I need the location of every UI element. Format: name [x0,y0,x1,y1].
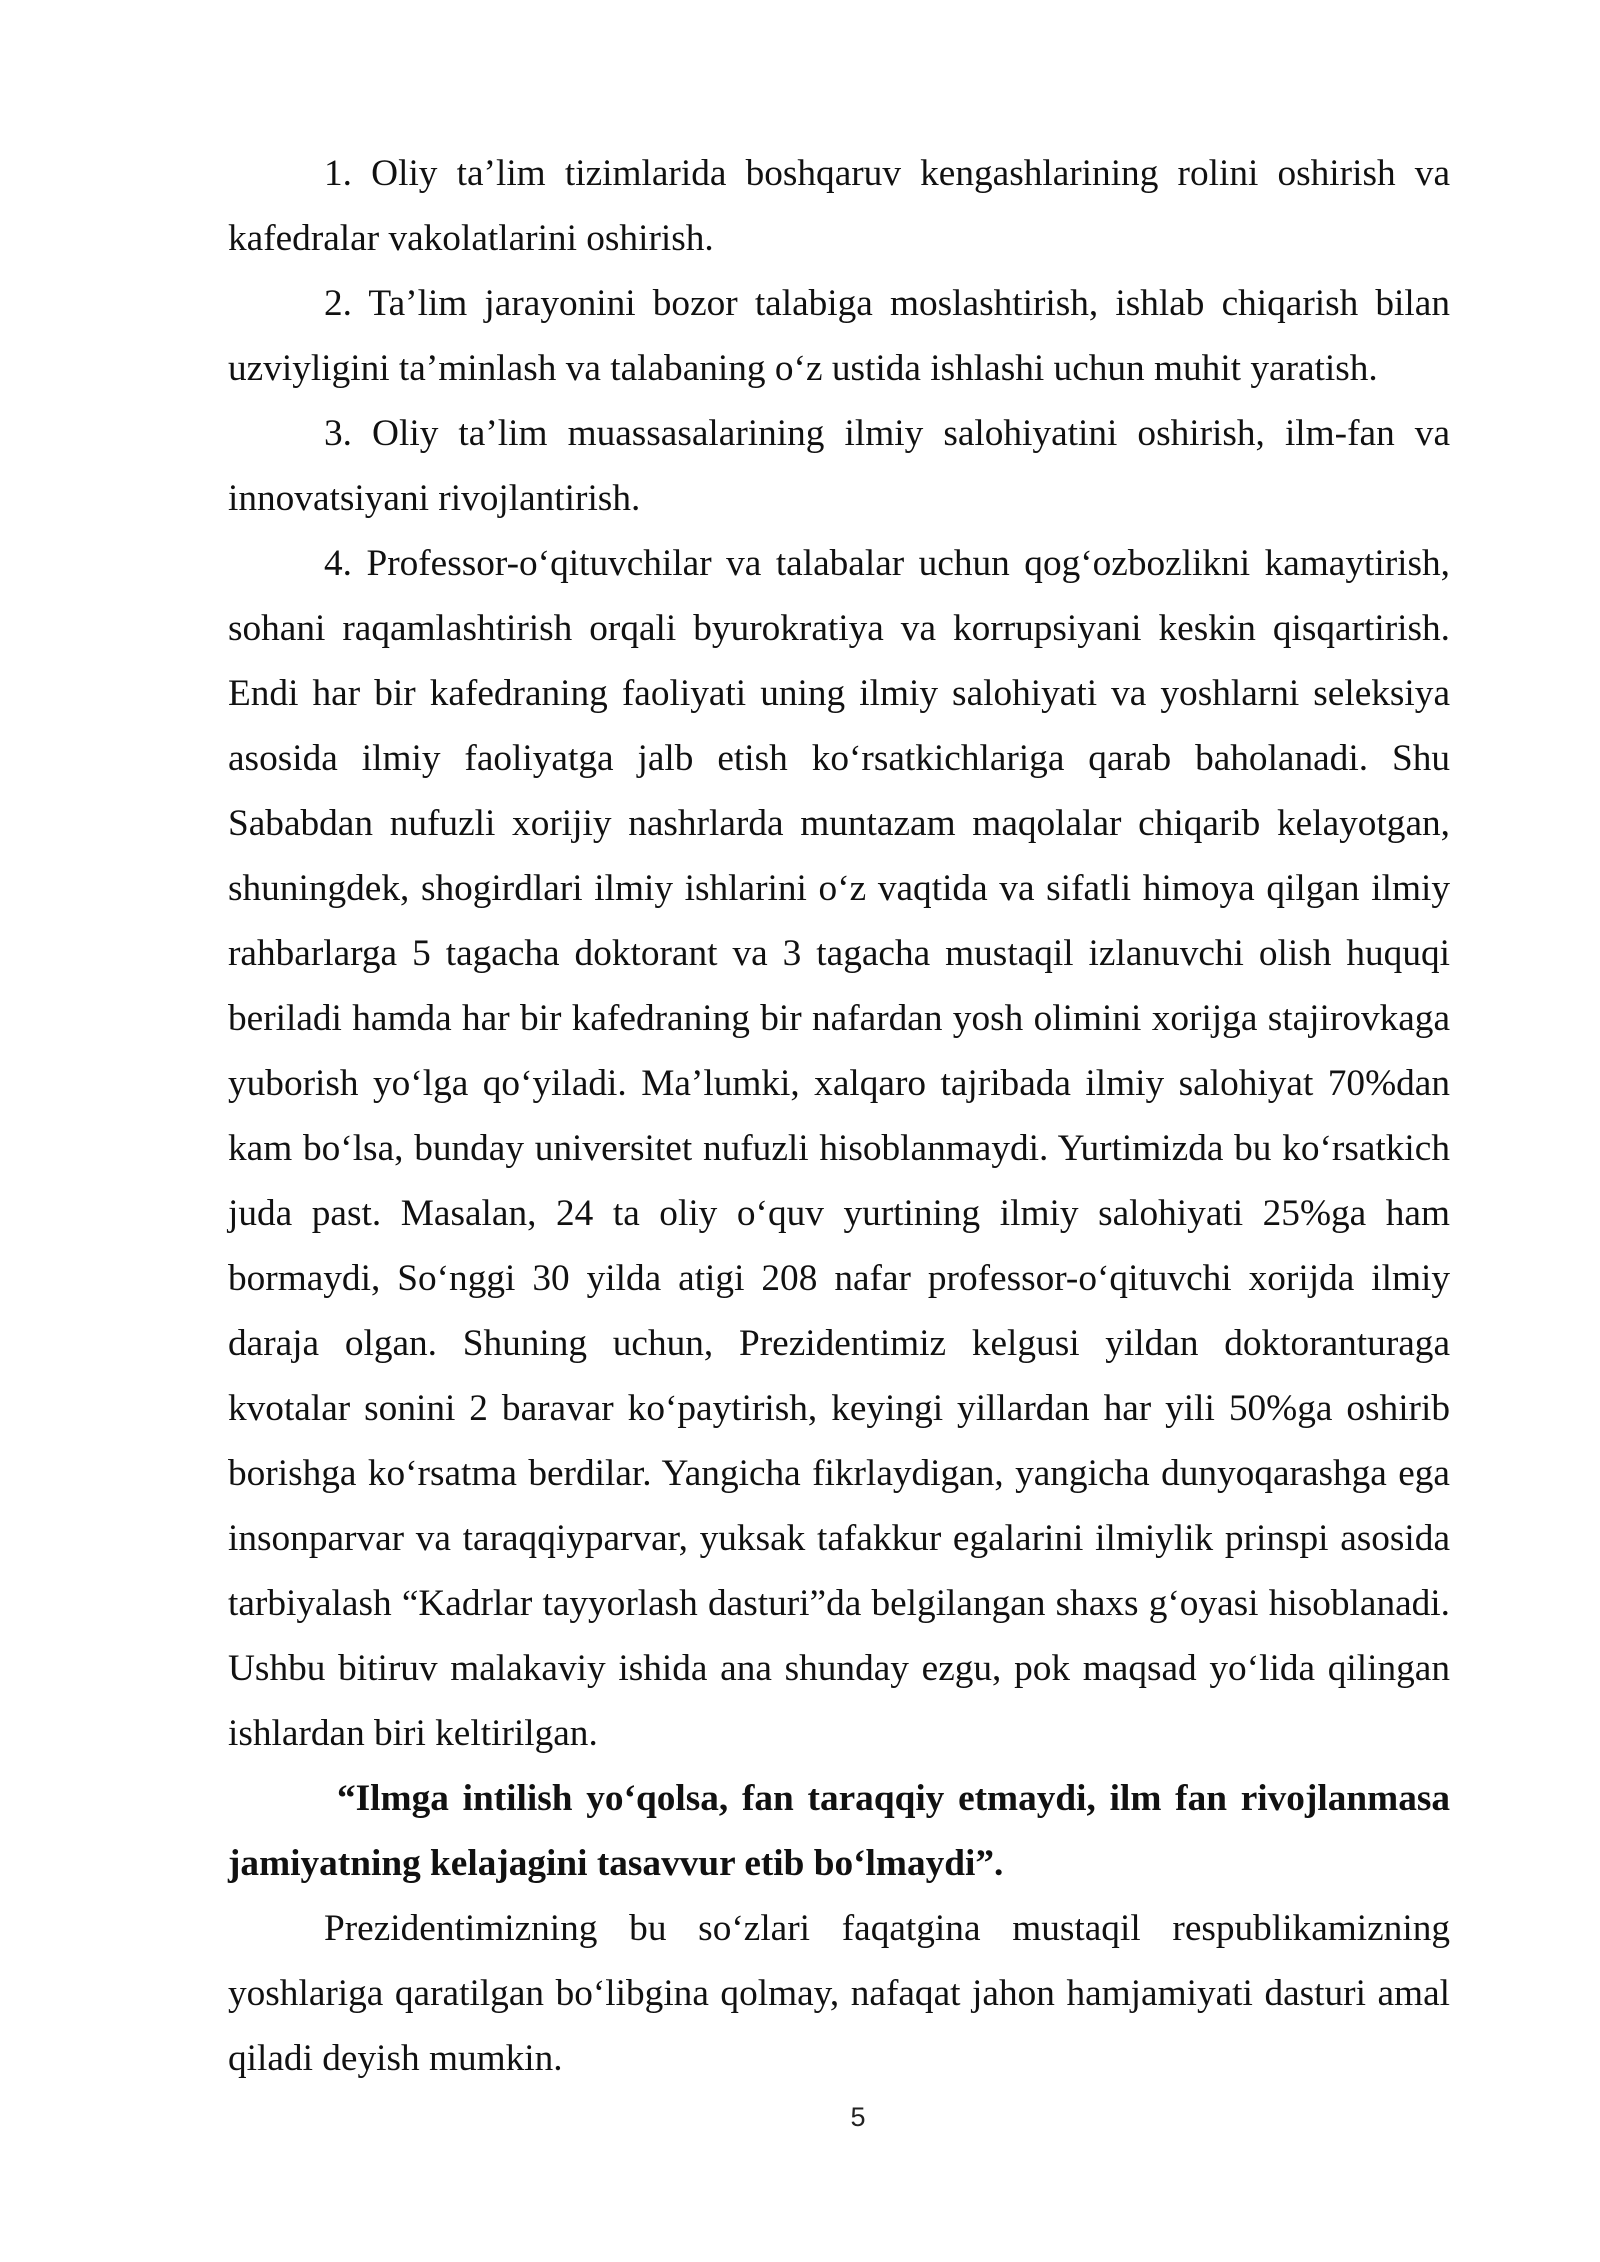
text-line: bormaydi, So‘nggi 30 yilda atigi 208 nafar professor-o‘qituvchi xorijda ilmiy [228,1258,1450,1299]
text-line: 2. Ta’lim jarayonini bozor talabiga moslashtirish, ishlab chiqarish bilan [324,283,1450,324]
paragraph [228,1896,1450,2091]
text-line: shuningdek, shogirdlari ilmiy ishlarini o‘z vaqtida va sifatli himoya qilgan ilmiy [228,868,1450,909]
text-line: ishlardan biri keltirilgan. [228,1713,598,1754]
text-line: Sababdan nufuzli xorijiy nashrlarda muntazam maqolalar chiqarib kelayotgan, [228,803,1450,844]
list-item-4 [228,531,1450,1766]
text-line: kvotalar sonini 2 baravar ko‘paytirish, keyingi yillardan har yili 50%ga oshirib [228,1388,1450,1429]
text-line: borishga ko‘rsatma berdilar. Yangicha fikrlaydigan, yangicha dunyoqarashga ega [228,1453,1450,1494]
text-line: uzviyligini ta’minlash va talabaning o‘z ustida ishlashi uchun muhit yaratish. [228,348,1378,389]
text-line: Endi har bir kafedraning faoliyati uning ilmiy salohiyati va yoshlarni seleksiya [228,673,1450,714]
text-line: yoshlariga qaratilgan bo‘libgina qolmay, nafaqat jahon hamjamiyati dasturi amal [228,1973,1450,2014]
text-line: juda past. Masalan, 24 ta oliy o‘quv yurtining ilmiy salohiyati 25%ga ham [228,1193,1450,1234]
text-line: daraja olgan. Shuning uchun, Prezidentimiz kelgusi yildan doktoranturaga [228,1323,1450,1364]
document-body [228,141,1450,2091]
text-line: yuborish yo‘lga qo‘yiladi. Ma’lumki, xalqaro tajribada ilmiy salohiyat 70%dan [228,1063,1450,1104]
text-line: 3. Oliy ta’lim muassasalarining ilmiy salohiyatini oshirish, ilm-fan va [324,413,1450,454]
text-line: qiladi deyish mumkin. [228,2038,563,2079]
text-line: 4. Professor-o‘qituvchilar va talabalar uchun qog‘ozbozlikni kamaytirish, [324,543,1450,584]
text-line: tarbiyalash “Kadrlar tayyorlash dasturi”da belgilangan shaxs g‘oyasi hisoblanadi. [228,1583,1450,1624]
text-line: beriladi hamda har bir kafedraning bir nafardan yosh olimini xorijga stajirovkaga [228,998,1450,1039]
text-line: kafedralar vakolatlarini oshirish. [228,218,714,259]
text-line: insonparvar va taraqqiyparvar, yuksak tafakkur egalarini ilmiylik prinspi asosida [228,1518,1450,1559]
text-line: innovatsiyani rivojlantirish. [228,478,641,519]
list-item-1 [228,141,1450,271]
text-line: 1. Oliy ta’lim tizimlarida boshqaruv kengashlarining rolini oshirish va [324,153,1450,194]
text-line: asosida ilmiy faoliyatga jalb etish ko‘rsatkichlariga qarab baholanadi. Shu [228,738,1450,779]
page-number: 5 [850,2102,866,2132]
quote-paragraph [228,1766,1450,1896]
list-item-2 [228,271,1450,401]
quote-line: “Ilmga intilish yo‘qolsa, fan taraqqiy etmaydi, ilm fan rivojlanmasa [337,1778,1450,1819]
text-line: sohani raqamlashtirish orqali byurokratiya va korrupsiyani keskin qisqartirish. [228,608,1450,649]
text-line: kam bo‘lsa, bunday universitet nufuzli hisoblanmaydi. Yurtimizda bu ko‘rsatkich [228,1128,1450,1169]
text-line: Ushbu bitiruv malakaviy ishida ana shunday ezgu, pok maqsad yo‘lida qilingan [228,1648,1450,1689]
quote-line: jamiyatning kelajagini tasavvur etib bo‘lmaydi”. [228,1843,1004,1884]
list-item-3 [228,401,1450,531]
text-line: rahbarlarga 5 tagacha doktorant va 3 tagacha mustaqil izlanuvchi olish huquqi [228,933,1450,974]
text-line: Prezidentimizning bu so‘zlari faqatgina mustaqil respublikamizning [324,1908,1450,1949]
